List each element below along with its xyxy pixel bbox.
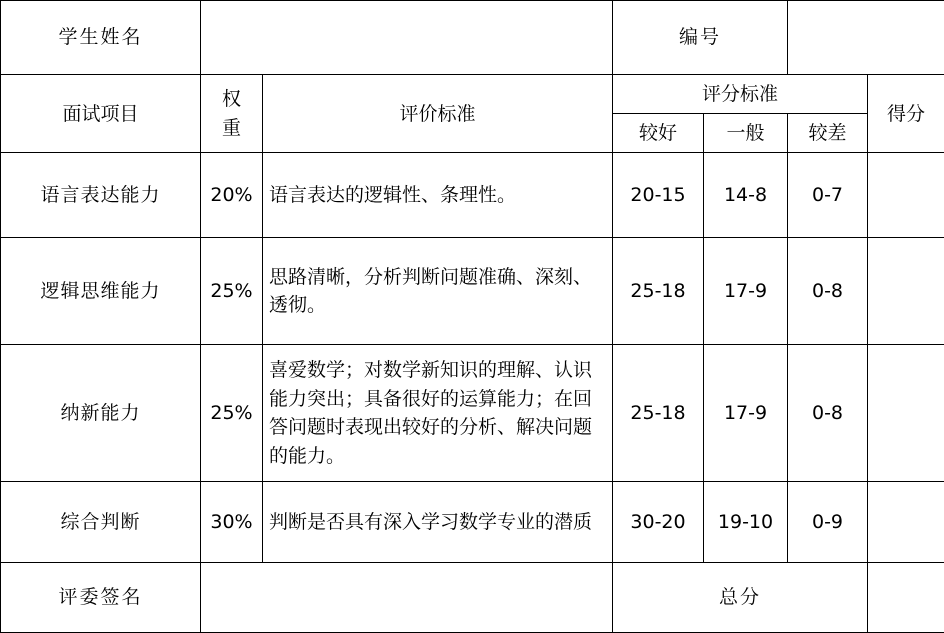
table-row [1,237,944,345]
row-item-name: 纳新能力 [1,345,201,482]
student-name-label: 学生姓名 [1,1,201,75]
row-score-good: 25-18 [613,345,704,482]
row-item-name: 综合判断 [1,481,201,562]
row-score-poor: 0-7 [788,153,868,238]
row-score-poor: 0-8 [788,237,868,345]
student-name-value[interactable] [201,1,613,75]
signature-total-row [1,562,944,632]
row-criteria: 语言表达的逻辑性、条理性。 [263,153,613,238]
table-header-row-1 [1,75,944,114]
header-interview-item: 面试项目 [1,75,201,153]
row-score-value[interactable] [868,153,944,238]
table-row [1,153,944,238]
header-weight-char-1: 权 [221,88,241,111]
row-score-value[interactable] [868,345,944,482]
header-level-average: 一般 [704,114,788,153]
header-score: 得分 [868,75,944,153]
row-criteria: 喜爱数学；对数学新知识的理解、认识能力突出；具备很好的运算能力；在回答问题时表现出较好的分析、解决问题的能力。 [263,345,613,482]
row-weight: 25% [201,237,263,345]
table-row [1,481,944,562]
total-label: 总分 [613,562,868,632]
header-evaluation-criteria: 评价标准 [263,75,613,153]
judge-signature-value[interactable] [201,562,613,632]
row-score-average: 14-8 [704,153,788,238]
row-score-value[interactable] [868,481,944,562]
header-scoring-standard: 评分标准 [613,75,868,114]
row-score-poor: 0-9 [788,481,868,562]
header-weight-char-2: 重 [221,116,241,139]
row-item-name: 语言表达能力 [1,153,201,238]
row-criteria: 思路清晰，分析判断问题准确、深刻、透彻。 [263,237,613,345]
row-score-good: 25-18 [613,237,704,345]
row-score-average: 19-10 [704,481,788,562]
student-id-label: 编号 [613,1,788,75]
table-row [1,345,944,482]
row-weight: 30% [201,481,263,562]
row-score-value[interactable] [868,237,944,345]
row-score-average: 17-9 [704,345,788,482]
judge-signature-label: 评委签名 [1,562,201,632]
row-item-name: 逻辑思维能力 [1,237,201,345]
student-id-value[interactable] [788,1,944,75]
header-level-good: 较好 [613,114,704,153]
header-weight [201,75,263,153]
row-score-good: 20-15 [613,153,704,238]
header-level-poor: 较差 [788,114,868,153]
row-score-poor: 0-8 [788,345,868,482]
row-weight: 25% [201,345,263,482]
student-info-row [1,1,944,75]
row-score-good: 30-20 [613,481,704,562]
total-value[interactable] [868,562,944,632]
row-score-average: 17-9 [704,237,788,345]
row-weight: 20% [201,153,263,238]
row-criteria: 判断是否具有深入学习数学专业的潜质 [263,481,613,562]
